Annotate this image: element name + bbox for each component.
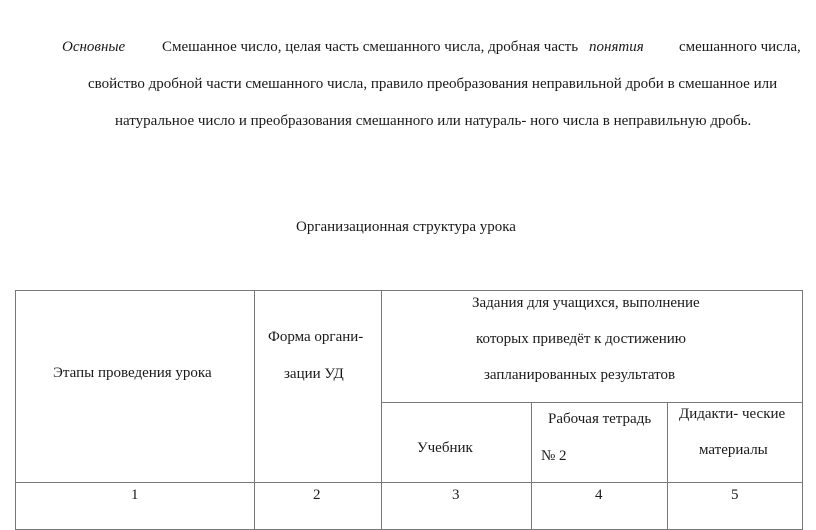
table-divider <box>381 290 382 530</box>
table-divider <box>254 290 255 530</box>
column-number: 1 <box>131 487 139 503</box>
table-divider <box>381 402 803 403</box>
header-stages: Этапы проведения урока <box>53 365 212 381</box>
header-form-line2: зации УД <box>284 366 344 382</box>
header-tasks-line3: запланированных результатов <box>484 367 676 383</box>
intro-line3: натуральное число и преобразования смешанного или натураль- ного числа в неправильную дробь. <box>115 113 752 129</box>
column-number: 4 <box>595 487 603 503</box>
header-tasks-line1: Задания для учащихся, выполнение <box>472 295 700 311</box>
header-workbook-line2: № 2 <box>541 448 567 464</box>
intro-line1-italic: понятия <box>589 39 644 55</box>
column-number: 3 <box>452 487 460 503</box>
header-tasks-line2: которых приведёт к достижению <box>476 331 686 347</box>
table-divider <box>531 402 532 530</box>
intro-line1-text: Смешанное число, целая часть смешанного числа, дробная часть <box>162 39 579 55</box>
header-workbook-line1: Рабочая тетрадь <box>548 411 652 427</box>
table-divider <box>15 482 803 483</box>
header-form-line1: Форма органи- <box>268 329 364 345</box>
intro-line1-end: смешанного числа, <box>679 39 801 55</box>
column-number: 2 <box>313 487 321 503</box>
table-divider <box>667 402 668 530</box>
intro-label: Основные <box>62 39 126 55</box>
header-materials-line2: материалы <box>699 442 768 458</box>
header-materials-line1: Дидакти- ческие <box>679 406 786 422</box>
header-textbook: Учебник <box>417 440 473 456</box>
column-number: 5 <box>731 487 739 503</box>
section-title: Организационная структура урока <box>296 219 516 235</box>
intro-line2: свойство дробной части смешанного числа, правило преобразования неправильной дроби в смешанное или <box>88 76 778 92</box>
